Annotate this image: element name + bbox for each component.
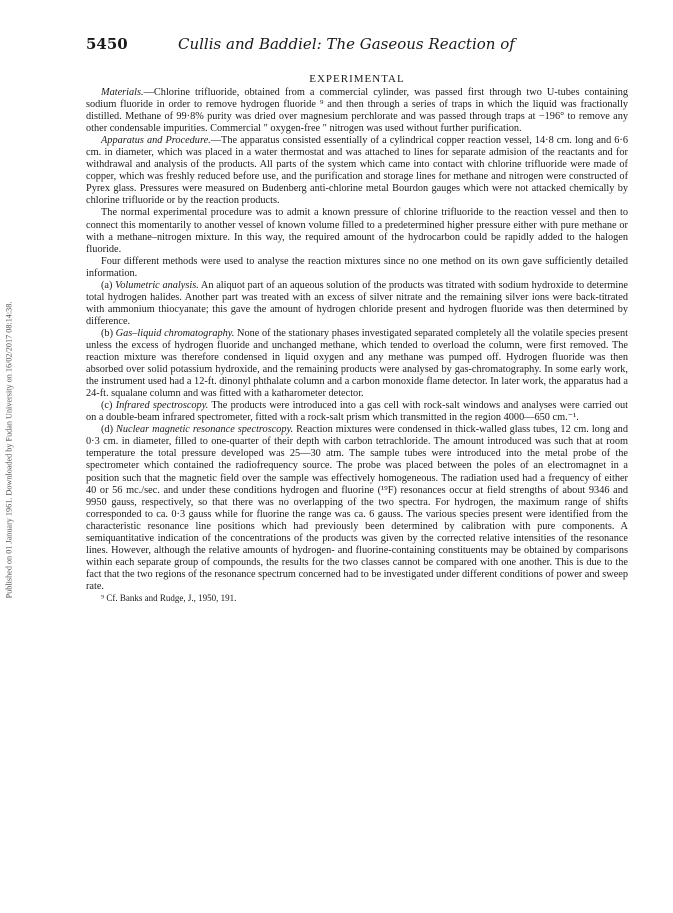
paragraph-prefix: (b) (101, 327, 116, 339)
paragraph-lead: Volumetric analysis. (115, 279, 199, 291)
paragraph-text: —Chlorine trifluoride, obtained from a commercial cylinder, was passed first through two U-tubes containing sodium fluoride in order to remove hydrogen fluoride ⁹ and then through a series of traps in which the liquid was fractionally distilled. Methane of 99·8% purity was dried over magnesium perchlorate and was passed through traps at −196° to remove any other condensable impurities. Commercial " oxygen-free " nitrogen was used without further purification. (86, 87, 628, 135)
paragraph-text: The products were introduced into a gas cell with rock-salt windows and analyses were carried out on a double-beam infrared spectrometer, fitted with a rock-salt prism which transmitted in the region 4000—650 cm.⁻¹. (86, 400, 628, 424)
section-heading: EXPERIMENTAL (309, 73, 405, 85)
paragraph-prefix: (d) (101, 424, 116, 436)
download-notice (2, 150, 16, 750)
paragraph-methods (86, 256, 628, 280)
paragraph-chromatography (86, 328, 628, 400)
body-text (86, 87, 628, 604)
paragraph-prefix: (c) (101, 400, 116, 412)
paragraph-lead: Infrared spectroscopy. (115, 400, 209, 412)
page-number: 5450 (86, 35, 128, 53)
download-notice-text: Published on 01 January 1961. Downloaded by Fudan University on 16/02/2017 08:14:38. (4, 301, 14, 599)
paragraph-materials (86, 87, 628, 135)
paragraph-text: The normal experimental procedure was to admit a known pressure of chlorine trifluoride to the reaction vessel and then to connect this momentarily to another vessel of known volume filled to a predetermined higher pressure either with pure methane or with a methane–nitrogen mixture. In this way, the required amount of the hydrocarbon could be rapidly added to the halogen fluoride. (86, 207, 628, 255)
footnote: ⁹ Cf. Banks and Rudge, J., 1950, 191. (101, 592, 237, 603)
paragraph-text: —The apparatus consisted essentially of a cylindrical copper reaction vessel, 14·8 cm. long and 6·6 cm. in diameter, which was placed in a water thermostat and was attached to lines for separate admision of the reactants and for withdrawal and analysis of the products. All parts of the system which came into contact with chlorine trifluoride were made of copper, which was freshly reduced before use, and the purification and storage lines for methane and nitrogen were constructed of Pyrex glass. Pressures were measured on Budenberg anti-chlorine metal Bourdon gauges which were not attacked chemically by chlorine trifluoride or by the reaction products. (86, 135, 628, 207)
paragraph-apparatus (86, 135, 628, 207)
paragraph-infrared (86, 400, 628, 424)
paragraph-lead: Gas–liquid chromatography. (115, 327, 235, 339)
paragraph-lead: Nuclear magnetic resonance spectroscopy. (115, 424, 294, 436)
paragraph-prefix: (a) (101, 279, 116, 291)
paragraph-procedure (86, 207, 628, 255)
page-header (86, 35, 626, 53)
paragraph-text: Four different methods were used to analyse the reaction mixtures since no one method on its own gave sufficiently detailed information. (86, 255, 628, 279)
paragraph-volumetric (86, 280, 628, 328)
paragraph-lead: Materials. (101, 87, 144, 98)
paragraph-text: Reaction mixtures were condensed in thick-walled glass tubes, 12 cm. long and 0·3 cm. in diameter, filled to one-quarter of their depth with carbon tetrachloride. The amount introduced was such that at room temperature the total pressure developed was 25—30 atm. The sample tubes were introduced into the metal probe of the spectrometer which contained the radiofrequency source. The probe was placed between the poles of an electromagnet in a position such that the magnetic field over the sample was effectively homogeneous. The radiation used had a frequency of either 40 or 56 mc./sec. and under these conditions hydrogen and fluorine (¹⁹F) resonances occur at field strengths of about 9346 and 9950 gauss, respectively, so that there was no overlapping of the two spectra. For hydrogen, the maximum range of shifts corresponded to ca. 0·3 gauss while for fluorine the range was ca. 6 gauss. The various species present were identified from the characteristic resonance line positions which had previously been determined by calibration with pure components. A semiquantitative indication of the concentrations of the products was given by the corrected relative intensities of the resonance lines. However, although the relative amounts of hydrogen- and fluorine-containing constituents may be obtained by comparisons within each separate group of compounds, the results for the two classes cannot be compared with one another. This is due to the fact that the two regions of the resonance spectrum concerned had to be investigated under different conditions of power and sweep rate. (86, 424, 628, 592)
paragraph-nmr (86, 424, 628, 593)
paragraph-text: An aliquot part of an aqueous solution of the products was titrated with sodium hydroxide to determine total hydrogen halides. Another part was treated with an excess of silver nitrate and the remaining silver ions were back-titrated with ammonium thiocyanate; this gave the amount of hydrogen chloride present and hydrogen fluoride was then determined by difference. (86, 279, 628, 327)
running-head: Cullis and Baddiel: The Gaseous Reaction of (178, 35, 515, 53)
paragraph-text: None of the stationary phases investigated separated completely all the volatile species present unless the excess of hydrogen fluoride and unchanged methane, which tended to overload the column, were first removed. The reaction mixture was therefore condensed in liquid oxygen and any methane was pumped off. Hydrogen fluoride was then absorbed over solid potassium hydroxide, and the remaining products were analysed by gas-chromatography. In some early work, the instrument used had a 12-ft. dinonyl phthalate column and a carbon monoxide flame detector. In later work, the apparatus had a 24-ft. squalane column and was fitted with a katharometer detector. (86, 327, 628, 400)
paragraph-lead: Apparatus and Procedure. (101, 135, 211, 147)
